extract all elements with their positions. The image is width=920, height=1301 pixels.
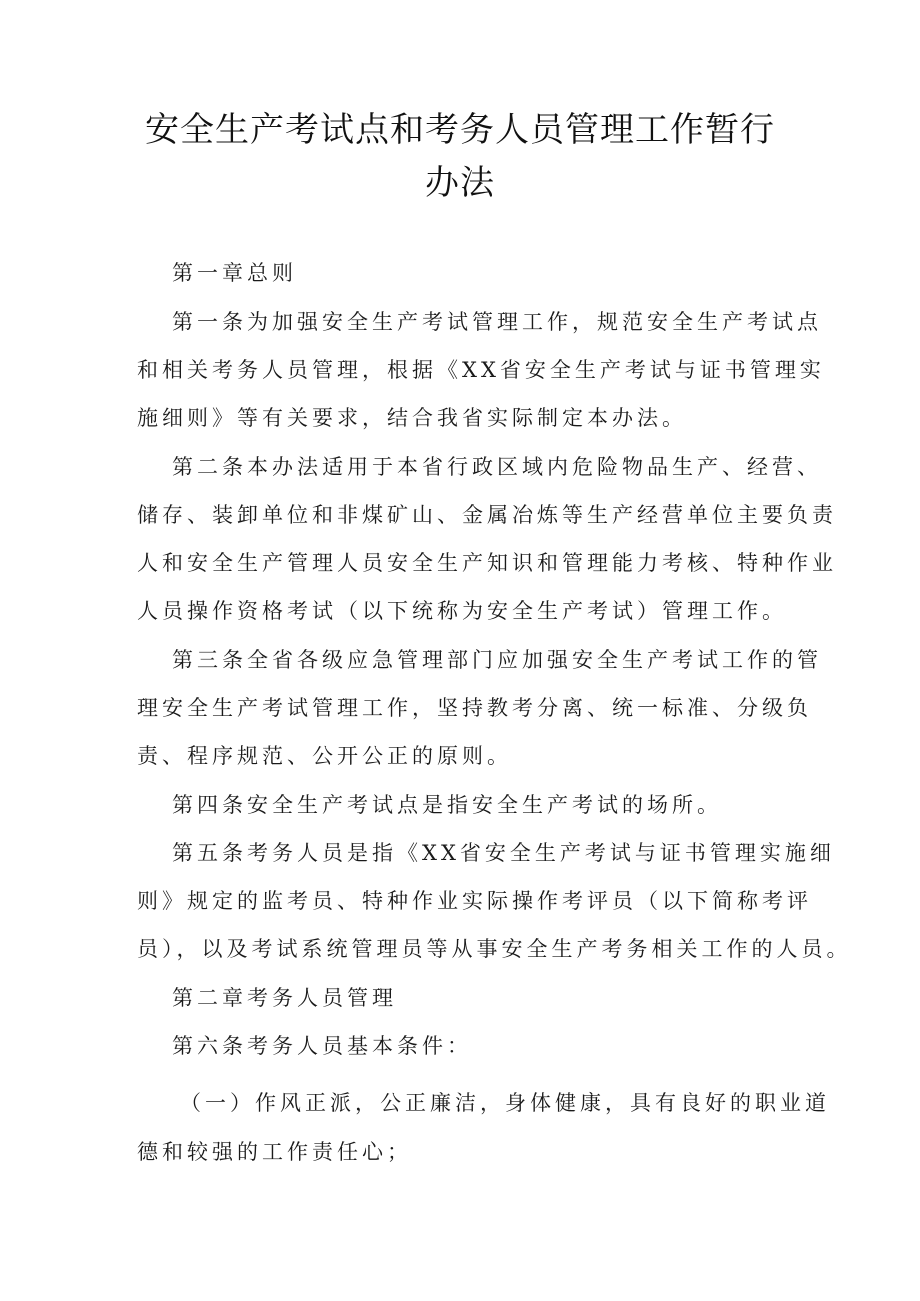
article-1-line-3: 施细则》等有关要求，结合我省实际制定本办法。 bbox=[137, 406, 687, 430]
chapter-heading-1: 第一章总则 bbox=[172, 261, 297, 285]
article-1-line-2: 和相关考务人员管理，根据《XX省安全生产考试与证书管理实 bbox=[137, 358, 825, 382]
document-title-line-1: 安全生产考试点和考务人员管理工作暂行 bbox=[145, 110, 775, 150]
article-3-line-2: 理安全生产考试管理工作，坚持教考分离、统一标准、分级负 bbox=[137, 696, 812, 720]
article-2-line-2: 储存、装卸单位和非煤矿山、金属冶炼等生产经营单位主要负责 bbox=[137, 503, 837, 527]
article-5-line-1: 第五条考务人员是指《XX省安全生产考试与证书管理实施细 bbox=[172, 841, 835, 865]
article-2-line-3: 人和安全生产管理人员安全生产知识和管理能力考核、特种作业 bbox=[137, 551, 837, 575]
article-5-line-2: 则》规定的监考员、特种作业实际操作考评员（以下简称考评 bbox=[137, 889, 812, 913]
article-6-item-1-line-1: （一）作风正派，公正廉洁，身体健康，具有良好的职业道 bbox=[180, 1091, 830, 1115]
article-2-line-1: 第二条本办法适用于本省行政区域内危险物品生产、经营、 bbox=[172, 455, 822, 479]
article-2-line-4: 人员操作资格考试（以下统称为安全生产考试）管理工作。 bbox=[137, 599, 787, 623]
document-title-line-2: 办法 bbox=[425, 163, 495, 203]
article-6-item-1-line-2: 德和较强的工作责任心； bbox=[137, 1140, 412, 1164]
chapter-heading-2: 第二章考务人员管理 bbox=[172, 986, 397, 1010]
article-3-line-3: 责、程序规范、公开公正的原则。 bbox=[137, 744, 512, 768]
article-4-line-1: 第四条安全生产考试点是指安全生产考试的场所。 bbox=[172, 793, 722, 817]
article-3-line-1: 第三条全省各级应急管理部门应加强安全生产考试工作的管 bbox=[172, 648, 822, 672]
article-6-line-1: 第六条考务人员基本条件： bbox=[172, 1034, 472, 1058]
article-5-line-3: 员），以及考试系统管理员等从事安全生产考务相关工作的人员。 bbox=[137, 937, 852, 961]
article-1-line-1: 第一条为加强安全生产考试管理工作，规范安全生产考试点 bbox=[172, 310, 822, 334]
